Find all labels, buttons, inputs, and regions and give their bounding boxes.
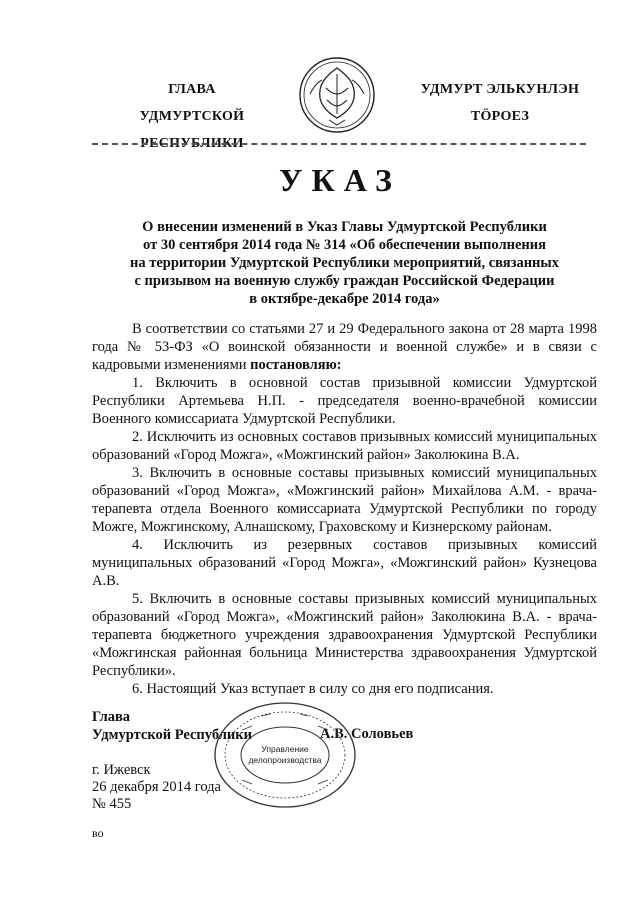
header-right <box>395 76 605 130</box>
preamble-paragraph <box>92 320 597 374</box>
document-body <box>92 320 597 698</box>
date: 26 декабря 2014 года <box>92 779 221 795</box>
subject-line: от 30 сентября 2014 года № 314 «Об обеспечении выполнения <box>143 237 546 253</box>
header-left-line1: ГЛАВА <box>168 82 216 97</box>
item-paragraph: 1. Включить в основной состав призывной комиссии Удмуртской Республики Артемьева Н.П. - председателя военно-врачебной комиссии Военного комиссариата Удмуртской Республики. <box>92 375 597 427</box>
document-title: УКАЗ <box>279 162 401 198</box>
signature-name: А.В. Соловьев <box>320 726 414 742</box>
official-stamp <box>212 700 358 810</box>
item-paragraph: 6. Настоящий Указ вступает в силу со дня его подписания. <box>132 681 494 697</box>
document-subject <box>92 218 597 308</box>
item-paragraph: 3. Включить в основные составы призывных комиссий муниципальных образований «Город Можга», «Можгинский район» Михайлова А.М. - врача-терапевта отдела Военного комиссариата Удмуртской Республики по городу Можге, Можгинскому, Алнашскому, Граховскому и Кизнерскому районам. <box>92 465 597 535</box>
subject-line: О внесении изменений в Указ Главы Удмуртской Республики <box>142 219 547 235</box>
subject-line: в октябре-декабре 2014 года» <box>249 291 440 307</box>
item-paragraph: 2. Исключить из основных составов призывных комиссий муниципальных образований «Город Можга», «Можгинский район» Заколюкина В.А. <box>92 429 597 463</box>
stamp-line2: делопроизводства <box>248 755 322 765</box>
header-left-line2: УДМУРТСКОЙ РЕСПУБЛИКИ <box>139 109 245 151</box>
header-right-line2: ТӦРОЕЗ <box>470 109 530 124</box>
coat-of-arms-icon <box>296 54 378 136</box>
item-paragraph: 5. Включить в основные составы призывных комиссий муниципальных образований «Город Можга», «Можгинский район» Заколюкина В.А. - врача-терапевта бюджетного учреждения здравоохранения Удмуртской Республики «Можгинская районная больница Министерства здравоохранения Удмуртской Республики». <box>92 591 597 679</box>
subject-line: с призывом на военную службу граждан Российской Федерации <box>134 273 555 289</box>
stamp-line1: Управление <box>261 744 309 754</box>
item-paragraph: 4. Исключить из резервных составов призывных комиссий муниципальных образований «Город Можга», «Можгинский район» Кузнецова А.В. <box>92 537 597 589</box>
document-place-date <box>92 762 221 813</box>
header-divider <box>92 143 586 145</box>
subject-line: на территории Удмуртской Республики мероприятий, связанных <box>129 255 559 271</box>
executor-initials: во <box>92 826 104 840</box>
preamble-emphasis: постановляю: <box>250 357 342 373</box>
signature-title-line1: Глава <box>92 709 131 725</box>
signature-title-line2: Удмуртской Республики <box>92 727 252 743</box>
header-right-line1: УДМУРТ ЭЛЬКУНЛЭН <box>420 82 580 97</box>
city: г. Ижевск <box>92 762 151 778</box>
preamble-text: В соответствии со статьями 27 и 29 Федерального закона от 28 марта 1998 года № 53-ФЗ «О воинской обязанности и военной службе» и в связи с кадровыми изменениями <box>92 321 597 373</box>
document-number: № 455 <box>92 796 132 812</box>
